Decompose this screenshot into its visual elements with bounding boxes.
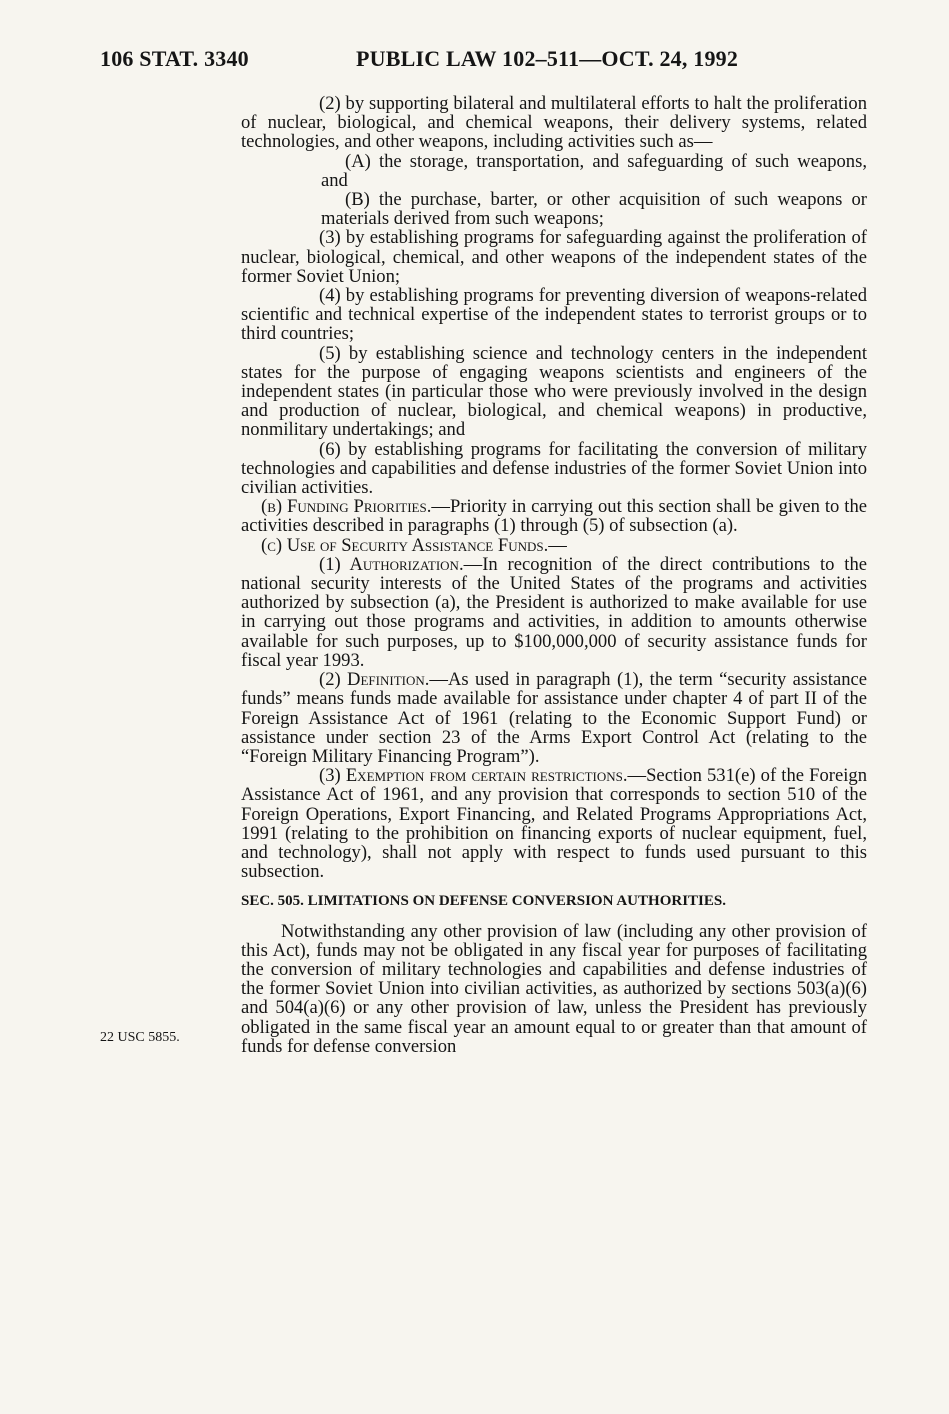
subparagraph-A: (A) the storage, transportation, and safeguarding of such weapons, and [321, 150, 867, 191]
paragraph-a5: (5) by establishing science and technology centers in the independent states for the purpose of engaging weapons scientists and engineers of the independent states (in particular those who were previously involved in the design and production of nuclear, biological, and chemical weapons) in productive, nonmilitary undertakings; and [241, 342, 867, 441]
paragraph-a4: (4) by establishing programs for preventing diversion of weapons-related scientific and technical expertise of the independent states to terrorist groups or to third countries; [241, 285, 867, 345]
stat-page-number: 106 STAT. 3340 [100, 46, 249, 71]
subparagraph-B: (B) the purchase, barter, or other acquisition of such weapons or materials derived from such weapons; [321, 189, 867, 230]
subsection-b [241, 497, 867, 535]
subsection-b-heading: (b) Funding Priorities. [261, 496, 432, 518]
paragraph-c2 [241, 670, 867, 766]
running-title: PUBLIC LAW 102–511—OCT. 24, 1992 [356, 46, 739, 71]
statute-body [241, 94, 867, 1056]
subsection-c-heading: (c) Use of Security Assistance Funds. [261, 534, 549, 556]
margin-citation: 22 USC 5855. [100, 1030, 180, 1045]
section-505-text: Notwithstanding any other provision of law (including any other provision of this Act), funds may not be obligated in any fiscal year for purposes of facilitating the conversion of military technologies and capabilities and defense industries of the former Soviet Union into civilian activities, as authorized by sections 503(a)(6) and 504(a)(6) or any other provision of law, unless the President has previously obligated in the same fiscal year an amount equal to or greater than that amount of funds for defense conversion [241, 920, 867, 1057]
subsection-c [241, 536, 867, 555]
paragraph-c1 [241, 555, 867, 670]
subsection-b-text: —Priority in carrying out this section shall be given to the activities described in paragraphs (1) through (5) of subsection (a). [241, 496, 867, 537]
paragraph-a6: (6) by establishing programs for facilitating the conversion of military technologies and capabilities and defense industries of the former Soviet Union into civilian activities. [241, 438, 867, 499]
paragraph-c1-text: —In recognition of the direct contributions to the national security interests of the United States of the programs and activities authorized by subsection (a), the President is authorized to make available for use in carrying out those programs and activities, in addition to amounts otherwise available for such purposes, up to $100,000,000 of security assistance funds for fiscal year 1993. [241, 553, 868, 671]
paragraph-c3-heading: (3) Exemption from certain restrictions. [319, 765, 628, 787]
paragraph-c3-text: —Section 531(e) of the Foreign Assistance Act of 1961, and any provision that corresponds to section 510 of the Foreign Operations, Export Financing, and Related Programs Appropriations Act, 1991 (relating to the prohibition on financing exports of nuclear equipment, fuel, and technology), shall not apply with respect to funds used pursuant to this subsection. [241, 765, 867, 883]
section-505-heading: SEC. 505. LIMITATIONS ON DEFENSE CONVERSION AUTHORITIES. [241, 893, 726, 910]
paragraph-c1-heading: (1) Authorization. [319, 553, 464, 575]
subsection-c-dash: — [548, 534, 567, 556]
paragraph-c3 [241, 766, 867, 881]
paragraph-c2-text: —As used in paragraph (1), the term “security assistance funds” means funds made available for assistance under chapter 4 of part II of the Foreign Assistance Act of 1961 (relating to the Economic Support Fund) or assistance under section 23 of the Arms Export Control Act (relating to the “Foreign Military Financing Program”). [241, 669, 867, 767]
paragraph-a2: (2) by supporting bilateral and multilateral efforts to halt the proliferation of nuclear, biological, and chemical weapons, their delivery systems, related technologies, and other weapons, including activities such as— [241, 93, 867, 153]
paragraph-c2-heading: (2) Definition. [319, 669, 430, 691]
paragraph-a3: (3) by establishing programs for safeguarding against the proliferation of nuclear, biological, chemical, and other weapons of the independent states of the former Soviet Union; [241, 227, 867, 287]
